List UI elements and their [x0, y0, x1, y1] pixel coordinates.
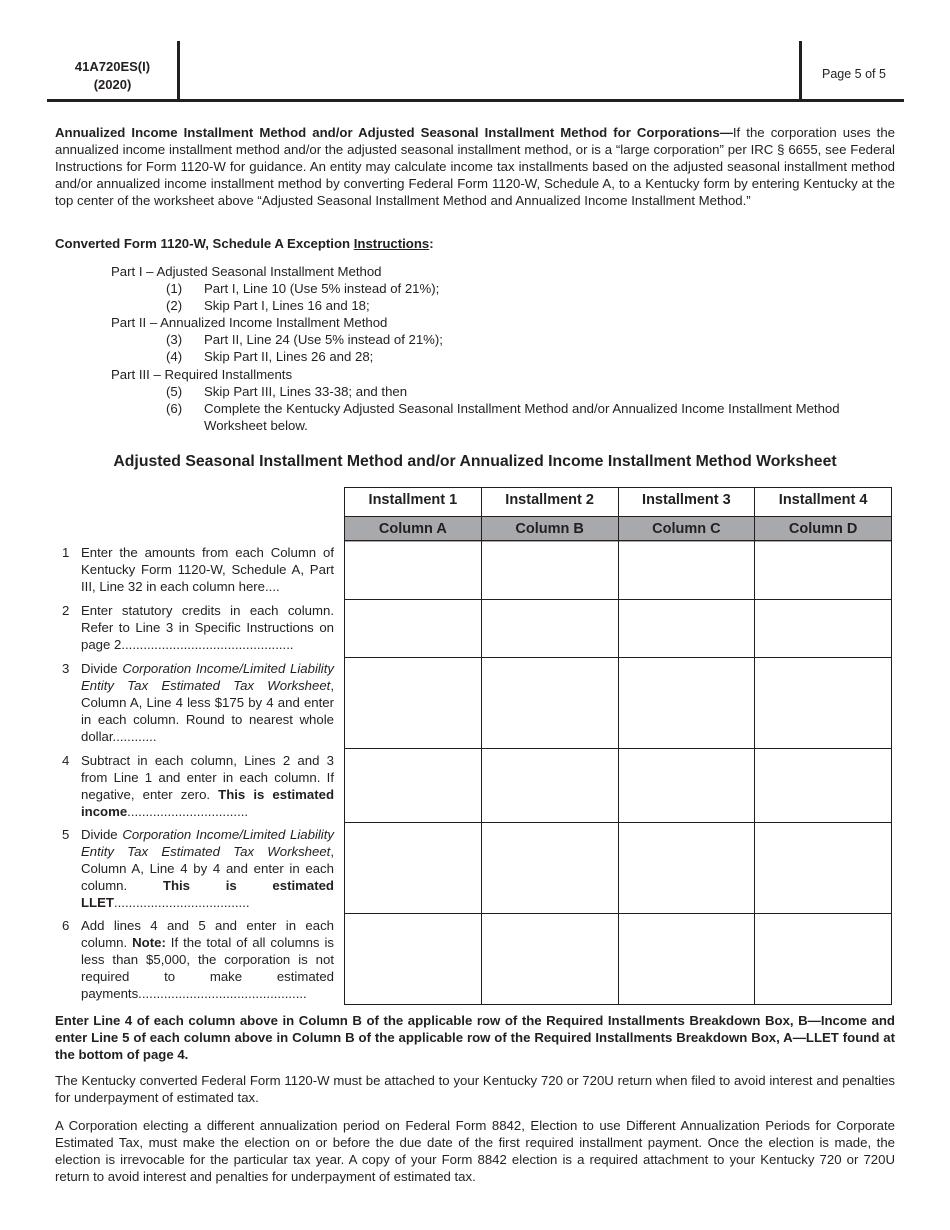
line-number: 5 [62, 827, 70, 842]
part-3-label: Part III – Required Installments [111, 367, 293, 382]
line-text-post: ................................. [127, 804, 249, 819]
line-4-col-b-field[interactable] [482, 749, 619, 822]
column-header-row [345, 516, 891, 542]
worksheet-header [344, 487, 892, 542]
line-text-bold: This is estimated LLET [81, 878, 334, 910]
step-number: (1) [166, 281, 183, 296]
instruction-step [166, 400, 840, 433]
installment-1-header: Installment 1 [345, 488, 482, 516]
line-number: 3 [62, 661, 70, 676]
line-3-col-a-field[interactable] [345, 658, 482, 748]
instruction-step [166, 297, 370, 314]
header-divider-left [177, 41, 180, 102]
line-text-post: , Column A, Line 4 less $175 by 4 and enter in each column. Round to nearest whole dollar............ [81, 678, 334, 744]
installment-2-header: Installment 2 [482, 488, 619, 516]
line-1-row [344, 540, 892, 600]
line-5-col-b-field[interactable] [482, 823, 619, 913]
line-number: 2 [62, 603, 70, 618]
instructions-title-prefix: Converted Form 1120-W, Schedule A Exception [55, 236, 354, 251]
line-1-col-b-field[interactable] [482, 541, 619, 599]
intro-heading: Annualized Income Installment Method and/or Adjusted Seasonal Installment Method for Corporations [55, 125, 720, 140]
column-a-header: Column A [345, 516, 482, 542]
line-5-row [344, 823, 892, 914]
line-1-col-d-field[interactable] [755, 541, 891, 599]
line-text [81, 752, 334, 820]
attachment-note: The Kentucky converted Federal Form 1120-W must be attached to your Kentucky 720 or 720U return when filed to avoid interest and penalties for underpayment of estimated tax. [55, 1073, 895, 1105]
step-text: Complete the Kentucky Adjusted Seasonal Installment Method and/or Annualized Income Installment Method Worksheet below. [204, 401, 840, 433]
line-text-italic: Corporation Income/Limited Liability Entity Tax Estimated Tax Worksheet [81, 661, 334, 693]
line-5-col-c-field[interactable] [619, 823, 756, 913]
page-number: Page 5 of 5 [822, 67, 886, 81]
step-text: Part II, Line 24 (Use 5% instead of 21%); [204, 332, 443, 347]
line-4-col-c-field[interactable] [619, 749, 756, 822]
worksheet-title: Adjusted Seasonal Installment Method and/or Annualized Income Installment Method Worksheet [113, 453, 837, 470]
step-number: (2) [166, 298, 183, 313]
column-b-header: Column B [482, 516, 619, 542]
line-number: 4 [62, 753, 70, 768]
line-text-pre: Subtract in each column, Lines 2 and 3 from Line 1 and enter in each column. If negative, enter zero. [81, 753, 334, 802]
line-5-col-a-field[interactable] [345, 823, 482, 913]
line-2-row [344, 600, 892, 658]
line-2-col-c-field[interactable] [619, 600, 756, 657]
intro-paragraph [55, 124, 895, 209]
form-year: (2020) [93, 77, 132, 92]
instruction-step [166, 331, 443, 348]
line-3-col-d-field[interactable] [755, 658, 891, 748]
instructions-title-suffix: : [429, 236, 434, 251]
part-2-label: Part II – Annualized Income Installment Method [111, 315, 388, 330]
line-3-row [344, 658, 892, 749]
line-text [81, 826, 334, 911]
line-text-pre: Divide [81, 827, 123, 842]
line-text-pre: Divide [81, 661, 123, 676]
instruction-step [166, 280, 440, 297]
step-number: (3) [166, 332, 183, 347]
step-text: Skip Part III, Lines 33-38; and then [204, 384, 408, 399]
line-6-row [344, 914, 892, 1005]
step-number: (4) [166, 349, 183, 364]
step-text: Part I, Line 10 (Use 5% instead of 21%); [204, 281, 440, 296]
line-3-col-b-field[interactable] [482, 658, 619, 748]
line-2-col-d-field[interactable] [755, 600, 891, 657]
header-divider-right [799, 41, 802, 102]
line-4-col-a-field[interactable] [345, 749, 482, 822]
column-d-header: Column D [755, 516, 891, 542]
line-3-col-c-field[interactable] [619, 658, 756, 748]
line-text-bold: Note: [132, 935, 166, 950]
line-text-italic: Corporation Income/Limited Liability Entity Tax Estimated Tax Worksheet [81, 827, 334, 859]
step-number: (6) [166, 401, 183, 416]
line-number: 1 [62, 545, 70, 560]
line-text-post: If the total of all columns is less than $5,000, the corporation is not required to make estimated payments.............................................. [81, 935, 334, 1001]
line-2-col-b-field[interactable] [482, 600, 619, 657]
installment-4-header: Installment 4 [778, 492, 868, 508]
line-text-mid: , Column A, Line 4 by 4 and enter in each column. [81, 844, 334, 893]
installment-header-row [345, 488, 891, 516]
line-6-col-d-field[interactable] [755, 914, 891, 1004]
line-5-col-d-field[interactable] [755, 823, 891, 913]
form-number: 41A720ES(I) [74, 59, 151, 74]
line-4-row [344, 749, 892, 823]
step-text: Skip Part II, Lines 26 and 28; [204, 349, 374, 364]
column-c-header: Column C [619, 516, 756, 542]
step-number: (5) [166, 384, 183, 399]
instructions-title [55, 236, 434, 251]
line-6-col-b-field[interactable] [482, 914, 619, 1004]
form-id [47, 58, 178, 94]
line-text-pre: Add lines 4 and 5 and enter in each column. [81, 918, 334, 950]
line-text: Enter the amounts from each Column of Kentucky Form 1120-W, Schedule A, Part III, Line 32 in each column here.... [81, 545, 334, 594]
line-6-col-c-field[interactable] [619, 914, 756, 1004]
line-text [81, 660, 334, 745]
line-1-col-c-field[interactable] [619, 541, 756, 599]
election-note: A Corporation electing a different annualization period on Federal Form 8842, Election to use Different Annualization Periods for Corporate Estimated Tax, must make the election on or before the due date of the first required installment payment. Once the election is made, the election is irrevocable for the particular tax year. A copy of your Form 8842 election is a required attachment to your Kentucky 720 or 720U return to avoid interest and penalties for underpayment of estimated tax. [55, 1118, 895, 1184]
instruction-step [166, 348, 374, 365]
line-text: Enter statutory credits in each column. Refer to Line 3 in Specific Instructions on page 2............................................... [81, 603, 334, 652]
intro-body: If the corporation uses the annualized income installment method and/or the adjusted seasonal installment method, or is a “large corporation” per IRC § 6655, see Federal Instructions for Form 1120-W for guidance. An entity may calculate income tax installments based on the adjusted seasonal installment method and/or annualized income installment method by converting Federal Form 1120-W, Schedule A, to a Kentucky form by entering Kentucky at the top center of the worksheet above “Adjusted Seasonal Installment Method and Annualized Income Installment Method.” [55, 125, 896, 208]
installment-3-header: Installment 3 [619, 488, 756, 516]
line-2-col-a-field[interactable] [345, 600, 482, 657]
instruction-step [166, 383, 408, 400]
line-number: 6 [62, 918, 70, 933]
page-header [47, 40, 904, 102]
part-1-label: Part I – Adjusted Seasonal Installment Method [111, 264, 382, 279]
line-4-col-d-field[interactable] [755, 749, 891, 822]
line-1-col-a-field[interactable] [345, 541, 482, 599]
transfer-instructions: Enter Line 4 of each column above in Column B of the applicable row of the Required Installments Breakdown Box, B—Income and enter Line 5 of each column above in Column B of the applicable row of the Required Installments Breakdown Box, A—LLET found at the bottom of page 4. [55, 1013, 895, 1062]
step-text: Skip Part I, Lines 16 and 18; [204, 298, 370, 313]
line-6-col-a-field[interactable] [345, 914, 482, 1004]
line-text [81, 917, 334, 1002]
instructions-title-underlined: Instructions [353, 236, 430, 251]
line-text-bold: This is estimated income [81, 787, 334, 819]
line-text-post: ..................................... [113, 895, 250, 910]
intro-dash: — [719, 125, 733, 140]
